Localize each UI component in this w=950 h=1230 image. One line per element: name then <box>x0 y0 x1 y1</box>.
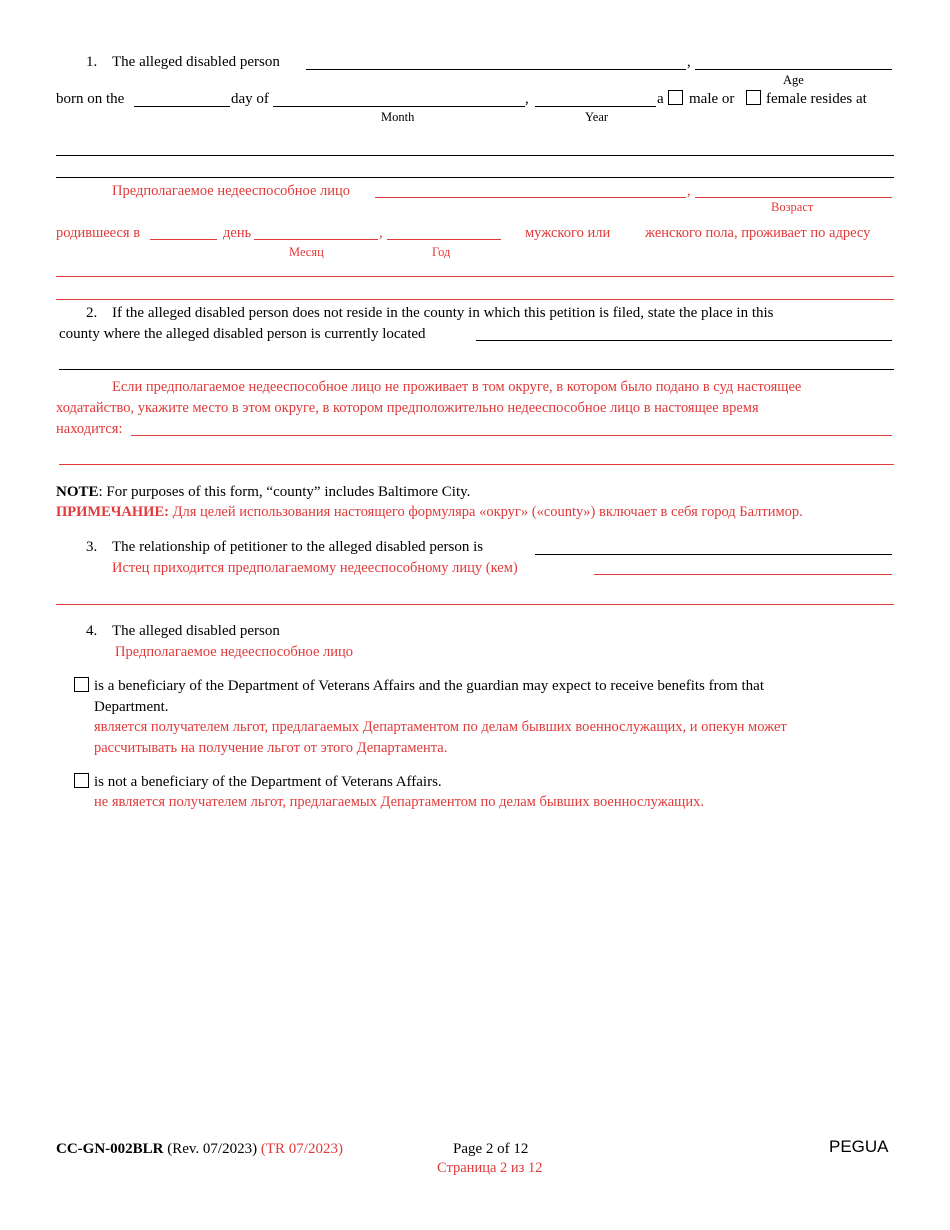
ru-age-line <box>695 197 892 198</box>
ru-relationship-line-2 <box>56 604 894 605</box>
item2-ru-line2: ходатайство, укажите место в этом округе, в котором предположительно недееспособное лицо в настоящее время <box>56 400 759 416</box>
item2-ru-line1: Если предполагаемое недееспособное лицо не проживает в том округе, в котором было подано в суд настоящее <box>112 379 802 395</box>
form-code: CC-GN-002BLR <box>56 1141 164 1157</box>
item2-ru-line3: находится: <box>56 421 123 437</box>
ru-month-comma: , <box>379 225 383 241</box>
age-field[interactable] <box>695 69 892 70</box>
day-of-label: day of <box>231 91 269 107</box>
name-field[interactable] <box>306 69 686 70</box>
note-ru-label: ПРИМЕЧАНИЕ: <box>56 504 169 520</box>
note-en <box>56 483 470 501</box>
beneficiary-ru-line1: является получателем льгот, предлагаемых Департаментом по делам бывших военнослужащих, и опекун может <box>94 719 787 735</box>
ru-address-line-1 <box>56 276 894 277</box>
beneficiary-ru-line2: рассчитывать на получение льгот от этого Департамента. <box>94 740 448 756</box>
item4-ru-text: Предполагаемое недееспособное лицо <box>115 644 354 660</box>
form-tr: (TR 07/2023) <box>257 1141 343 1157</box>
note-ru <box>56 503 803 521</box>
birth-year-field[interactable] <box>535 106 656 107</box>
ru-comma: , <box>687 183 691 199</box>
footer-form-id <box>56 1140 343 1158</box>
item2-line1: If the alleged disabled person does not reside in the county in which this petition is filed, state the place in this <box>112 305 774 321</box>
note-label: NOTE <box>56 484 99 500</box>
female-resides-label: female resides at <box>766 91 867 107</box>
ru-relationship-line <box>594 574 892 575</box>
ru-day-label: день <box>223 225 252 241</box>
beneficiary-line1: is a beneficiary of the Department of Veterans Affairs and the guardian may expect to receive benefits from that <box>94 678 765 694</box>
ru-location-line-1 <box>131 435 892 436</box>
male-label: male or <box>689 91 735 107</box>
ru-month-line <box>254 239 378 240</box>
ru-address-line-2 <box>56 299 894 300</box>
form-rev: (Rev. 07/2023) <box>163 1141 258 1157</box>
note-ru-text: Для целей использования настоящего формуляра «округ» («county») включает в себя город Балтимор. <box>168 504 803 520</box>
page-number: Page 2 of 12 <box>453 1141 529 1157</box>
not-beneficiary-ru-line1: не является получателем льгот, предлагаемых Департаментом по делам бывших военнослужащих. <box>94 794 704 810</box>
address-line-1[interactable] <box>56 155 894 156</box>
beneficiary-checkbox[interactable] <box>74 677 89 692</box>
ru-year-label: Год <box>432 245 451 259</box>
item3-ru-text: Истец приходится предполагаемому недееспособному лицу (кем) <box>112 560 518 576</box>
language-code: PEGUA <box>829 1137 889 1156</box>
relationship-field[interactable] <box>535 554 892 555</box>
item4-text: The alleged disabled person <box>112 623 280 639</box>
item2-line2: county where the alleged disabled person is currently located <box>59 326 426 342</box>
age-label: Age <box>783 73 804 87</box>
beneficiary-line2: Department. <box>94 699 169 715</box>
ru-location-line-2 <box>59 464 894 465</box>
item1-intro: The alleged disabled person <box>112 54 280 70</box>
not-beneficiary-checkbox[interactable] <box>74 773 89 788</box>
not-beneficiary-line1: is not a beneficiary of the Department of Veterans Affairs. <box>94 774 442 790</box>
ru-name-line <box>375 197 686 198</box>
item1-ru-intro: Предполагаемое недееспособное лицо <box>112 183 351 199</box>
item3-number: 3. <box>86 539 98 555</box>
item4-number: 4. <box>86 623 98 639</box>
birth-day-field[interactable] <box>134 106 230 107</box>
ru-age-label: Возраст <box>771 200 814 214</box>
note-text: : For purposes of this form, “county” includes Baltimore City. <box>98 484 471 500</box>
ru-male-label: мужского или <box>525 225 611 241</box>
item1-number: 1. <box>86 54 98 70</box>
ru-month-label: Месяц <box>289 245 324 259</box>
year-label: Year <box>585 110 609 124</box>
ru-day-line <box>150 239 217 240</box>
birth-month-field[interactable] <box>273 106 525 107</box>
location-field-2[interactable] <box>59 369 894 370</box>
item3-text: The relationship of petitioner to the alleged disabled person is <box>112 539 484 555</box>
ru-year-line <box>387 239 501 240</box>
address-line-2[interactable] <box>56 177 894 178</box>
male-checkbox[interactable] <box>668 90 683 105</box>
female-checkbox[interactable] <box>746 90 761 105</box>
ru-born-label: родившееся в <box>56 225 141 241</box>
location-field-1[interactable] <box>476 340 892 341</box>
ru-female-label: женского пола, проживает по адресу <box>645 225 871 241</box>
page-number-ru: Страница 2 из 12 <box>437 1160 543 1176</box>
item1-comma: , <box>687 54 691 70</box>
a-label: a <box>657 91 664 107</box>
born-on-label: born on the <box>56 91 125 107</box>
item2-number: 2. <box>86 305 98 321</box>
month-label: Month <box>381 110 415 124</box>
month-comma: , <box>525 91 529 107</box>
